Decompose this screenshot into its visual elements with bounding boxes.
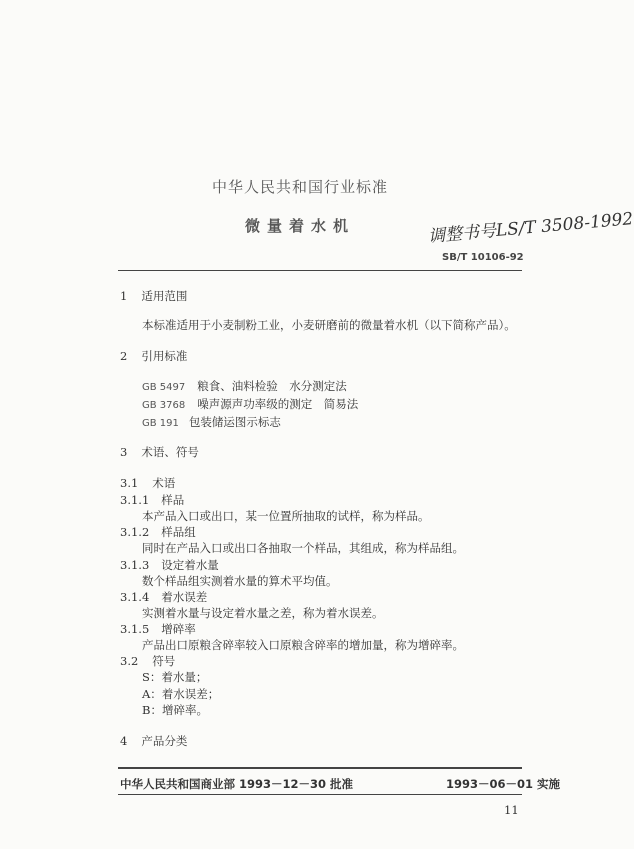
subsection-title: 符号 [152, 654, 176, 668]
term-name: 样品组 [161, 525, 196, 539]
term-heading [120, 589, 207, 605]
header-rule [118, 270, 522, 271]
implementation-date: 1993－06－01 实施 [446, 777, 561, 791]
subsection-number: 3.2 [120, 654, 139, 668]
section-1-heading [120, 288, 187, 304]
reference-item [142, 414, 281, 430]
standard-code: SB/T 10106-92 [442, 252, 524, 263]
term-number: 3.1.4 [120, 590, 150, 604]
term-heading [120, 557, 219, 573]
term-name: 设定着水量 [161, 558, 219, 572]
term-number: 3.1.2 [120, 525, 150, 539]
reference-title: 包装储运图示标志 [188, 415, 281, 429]
section-1-text: 本标准适用于小麦制粉工业，小麦研磨前的微量着水机（以下简称产品）。 [142, 318, 516, 332]
symbol-item: A：着水误差； [142, 687, 220, 701]
term-name: 样品 [161, 493, 185, 507]
term-number: 3.1.3 [120, 558, 150, 572]
section-1-number: 1 [120, 289, 128, 303]
subsection-3-2-heading [120, 653, 175, 669]
section-1-title: 适用范围 [141, 289, 188, 303]
term-definition: 数个样品组实测着水量的算术平均值。 [142, 574, 338, 588]
reference-code: GB 5497 [142, 382, 186, 393]
term-name: 着水误差 [161, 590, 208, 604]
symbol-item: B：增碎率。 [142, 703, 208, 717]
org-title: 中华人民共和国行业标准 [211, 178, 388, 196]
reference-item [142, 396, 358, 412]
section-4-number: 4 [120, 734, 128, 748]
section-4-heading [120, 733, 187, 749]
subsection-title: 术语 [152, 476, 176, 490]
reference-item [142, 378, 347, 394]
footer-rule [118, 767, 522, 769]
term-heading [120, 524, 196, 540]
term-number: 3.1.5 [120, 622, 150, 636]
term-definition: 实测着水量与设定着水量之差，称为着水误差。 [142, 606, 384, 620]
reference-title: 粮食、油料检验 水分测定法 [197, 379, 347, 393]
term-heading [120, 621, 196, 637]
subsection-number: 3.1 [120, 476, 139, 490]
section-2-heading [120, 348, 187, 364]
reference-code: GB 191 [142, 418, 179, 429]
reference-title: 噪声源声功率级的测定 简易法 [197, 397, 359, 411]
handwritten-note: 调整书号LS/T 3508-1992 [427, 209, 634, 247]
term-name: 增碎率 [161, 622, 196, 636]
reference-code: GB 3768 [142, 400, 186, 411]
section-2-title: 引用标准 [141, 349, 188, 363]
term-definition: 产品出口原粮含碎率较入口原粮含碎率的增加量，称为增碎率。 [142, 638, 464, 652]
section-3-number: 3 [120, 445, 128, 459]
section-2-number: 2 [120, 349, 128, 363]
approval-note: 中华人民共和国商业部 1993－12－30 批准 [120, 777, 354, 791]
subsection-3-1-heading [120, 475, 175, 491]
term-heading [120, 492, 184, 508]
section-4-title: 产品分类 [141, 734, 188, 748]
term-definition: 同时在产品入口或出口各抽取一个样品，其组成，称为样品组。 [142, 541, 464, 555]
symbol-item: S：着水量； [142, 670, 208, 684]
term-number: 3.1.1 [120, 493, 150, 507]
term-definition: 本产品入口或出口，某一位置所抽取的试样，称为样品。 [142, 509, 430, 523]
footer-bottom-rule [118, 794, 522, 795]
section-3-title: 术语、符号 [141, 445, 199, 459]
document-title: 微量着水机 [244, 217, 355, 235]
section-3-heading [120, 444, 199, 460]
page-number: 11 [504, 803, 519, 817]
